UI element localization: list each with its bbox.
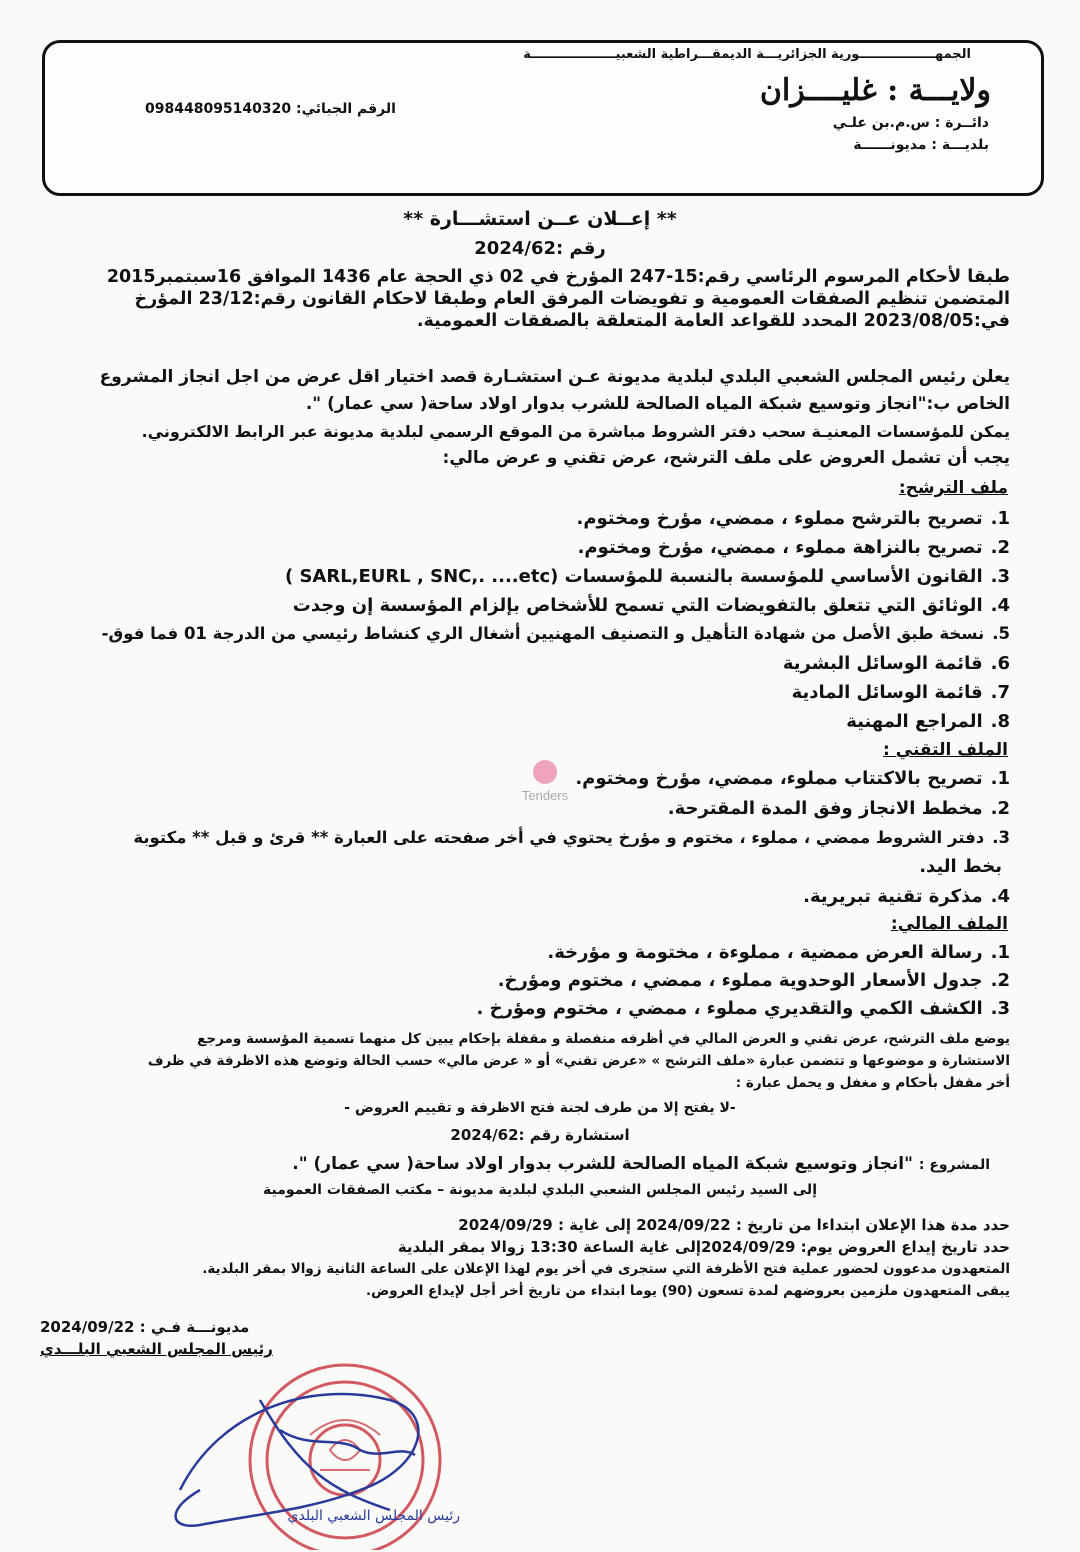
candidacy-item: [50, 595, 1010, 616]
republic-heading: الجمهـــــــــــــــــورية الجزائريـــة الديمقـــراطية الشعبيـــــــــــــــــــة: [523, 47, 971, 62]
item-number: 2.: [990, 970, 1010, 991]
wilaya-name: ولايـــة : غليــــزان: [759, 73, 991, 108]
item-number: 3.: [990, 998, 1010, 1019]
tenders-watermark-logo: [510, 750, 580, 820]
outer-envelope-project: [30, 1154, 990, 1174]
item-text: مذكرة تقنية تبريرية.: [803, 886, 983, 907]
notice-number: رقم :2024/62: [474, 238, 606, 259]
financial-item: [50, 998, 1010, 1019]
technical-item: [50, 886, 1010, 907]
candidacy-item: [50, 624, 1010, 643]
item-text: نسخة طبق الأصل من شهادة التأهيل و التصنيف المهنيين أشغال الري كنشاط رئيسي من الدرجة 01 فما فوق-: [101, 624, 985, 643]
commune-name: بلديـــة : مديونــــــة: [853, 137, 989, 153]
item-text: قائمة الوسائل البشرية: [782, 653, 983, 674]
date-line: يبقى المتعهدون ملزمين بعروضهم لمدة تسعون (90) يوما ابتداء من تاريخ أخر أجل لإيداع العروض.: [365, 1283, 1010, 1299]
candidacy-item: [50, 682, 1010, 703]
technical-item-continuation: [50, 856, 1010, 877]
offer-contents: يجب أن تشمل العروض على ملف الترشح، عرض تقني و عرض مالي:: [442, 448, 1010, 468]
intro-line: في:2023/08/05 المحدد للقواعد العامة المتعلقة بالصفقات العمومية.: [416, 311, 1010, 331]
intro-line: طبقا لأحكام المرسوم الرئاسي رقم:15-247 المؤرخ في 02 ذي الحجة عام 1436 الموافق 16سبتمبر2015: [106, 267, 1010, 287]
item-text: القانون الأساسي للمؤسسة بالنسبة للمؤسسات (SARL,EURL , SNC,. ....etc ): [284, 566, 983, 587]
candidacy-section-title: ملف الترشح:: [898, 478, 1008, 498]
item-number: 3.: [992, 828, 1010, 847]
envelope-line: أخر مقفل بأحكام و مغفل و يحمل عبارة :: [735, 1075, 1010, 1091]
item-text: قائمة الوسائل المادية: [791, 682, 983, 703]
item-text: تصريح بالنزاهة مملوء ، ممضي، مؤرخ ومختوم.: [577, 537, 983, 558]
tax-number-line: [145, 101, 396, 117]
letterhead-box: [42, 40, 1044, 196]
envelope-instructions: [50, 1028, 1010, 1094]
item-number: 4.: [990, 595, 1010, 616]
item-text: تصريح بالترشح مملوء ، ممضي، مؤرخ ومختوم.: [576, 508, 983, 529]
item-number: 1.: [990, 508, 1010, 529]
watermark-text: Tenders: [521, 788, 569, 803]
candidacy-item: [50, 566, 1010, 587]
intro-line: المتضمن تنظيم الصفقات العمومية و تفويضات المرفق العام وطبقا لاحكام القانون رقم:23/12 المؤرخ: [134, 289, 1010, 309]
daira-name: دائــرة : س.م.بن علـي: [832, 115, 989, 131]
item-text: بخط اليد.: [919, 856, 1002, 877]
outer-envelope-warning: -لا يفتح إلا من طرف لجنة فتح الاظرفة و تقييم العروض -: [344, 1100, 736, 1116]
item-number: 2.: [990, 798, 1010, 819]
tax-number-label: الرقم الجبائي:: [296, 101, 396, 117]
item-number: 1.: [990, 768, 1010, 789]
financial-item: [50, 970, 1010, 991]
item-number: 6.: [990, 653, 1010, 674]
envelope-line: الاستشارة و موضوعها و تتضمن عبارة «ملف الترشح » «عرض تقني» أو « عرض مالي» حسب الحالة وتوضع هذه الاظرفة في ظرف: [147, 1053, 1010, 1069]
project-label: المشروع :: [918, 1157, 990, 1173]
candidacy-item: [50, 508, 1010, 529]
technical-section-title: الملف التقني :: [883, 740, 1008, 760]
envelope-line: يوضع ملف الترشح، عرض تقني و العرض المالي في أظرفه منفصلة و مقفلة بإحكام يبين كل منهما تسمية المؤسسة ومرجع: [197, 1031, 1010, 1047]
date-line: حدد تاريخ إيداع العروض يوم: 2024/09/29إلى غاية الساعة 13:30 زوالا بمقر البلدية: [397, 1238, 1010, 1256]
item-number: 3.: [990, 566, 1010, 587]
item-number: 4.: [990, 886, 1010, 907]
item-number: 2.: [990, 537, 1010, 558]
official-stamp: [160, 1340, 470, 1550]
date-line: المتعهدون مدعوون لحضور عملية فتح الأظرفة التي ستجرى في أخر يوم لهذا الإعلان على الساعة الثانية زوالا بمقر البلدية.: [202, 1261, 1010, 1277]
handwritten-signature-title: رئيس المجلس الشعبي البلدي: [287, 1508, 460, 1524]
item-text: رسالة العرض ممضية ، مملوءة ، مختومة و مؤرخة.: [547, 942, 983, 963]
tax-number-value: 098448095140320: [145, 101, 292, 117]
download-instructions: يمكن للمؤسسات المعنيـة سحب دفتر الشروط مباشرة من الموقع الرسمي لبلدية مديونة عبر الرابط الالكتروني.: [141, 422, 1010, 441]
stamp-emblem: [310, 1420, 380, 1470]
technical-item: [50, 828, 1010, 847]
candidacy-item: [50, 711, 1010, 732]
announcement-paragraph: [50, 364, 1010, 418]
legal-reference-paragraph: [50, 266, 1010, 332]
financial-section-title: الملف المالي:: [890, 914, 1008, 934]
notice-title: ** إعــلان عــن استشـــارة **: [403, 208, 677, 230]
signature-title: رئيس المجلس الشعبي البلـــدي: [40, 1340, 273, 1358]
item-number: 7.: [990, 682, 1010, 703]
announce-line: الخاص ب:"انجاز وتوسيع شبكة المياه الصالحة للشرب بدوار اولاد ساحة( سي عمار) ".: [305, 394, 1010, 414]
item-number: 8.: [990, 711, 1010, 732]
announce-line: يعلن رئيس المجلس الشعبي البلدي لبلدية مديونة عـن استشـارة قصد اختيار اقل عرض من اجل انجاز المشروع: [99, 367, 1010, 387]
dates-block: [50, 1214, 1010, 1302]
watermark-circle: [533, 760, 557, 784]
outer-envelope-addressee: إلى السيد رئيس المجلس الشعبي البلدي لبلدية مديونة – مكتب الصفقات العمومية: [262, 1182, 817, 1198]
candidacy-item: [50, 653, 1010, 674]
financial-item: [50, 942, 1010, 963]
item-text: جدول الأسعار الوحدوية مملوء ، ممضي ، مختوم ومؤرخ.: [497, 970, 983, 991]
project-title: "انجاز وتوسيع شبكة المياه الصالحة للشرب بدوار اولاد ساحة( سي عمار) ".: [292, 1154, 913, 1174]
candidacy-item: [50, 537, 1010, 558]
item-text: الوثائق التي تتعلق بالتفويضات التي تسمح للأشخاص بإلزام المؤسسة إن وجدت: [292, 595, 983, 616]
signature-place-date: مديونـــة فـي : 2024/09/22: [40, 1318, 250, 1336]
item-text: دفتر الشروط ممضي ، مملوء ، مختوم و مؤرخ يحتوي في أخر صفحته على العبارة ** قرئ و قبل ** مكتوبة: [133, 828, 985, 847]
item-text: مخطط الانجاز وفق المدة المقترحة.: [667, 798, 983, 819]
item-text: المراجع المهنية: [846, 711, 983, 732]
signature-scribble: [176, 1394, 419, 1526]
date-line: حدد مدة هذا الإعلان ابتداءا من تاريخ : 2024/09/22 إلى غاية : 2024/09/29: [458, 1216, 1010, 1234]
outer-envelope-reference: استشارة رقم :2024/62: [450, 1126, 630, 1144]
item-text: الكشف الكمي والتقديري مملوء ، ممضي ، مختوم ومؤرخ .: [476, 998, 983, 1019]
item-text: تصريح بالاكتتاب مملوء، ممضي، مؤرخ ومختوم.: [575, 768, 983, 789]
item-number: 5.: [992, 624, 1010, 643]
item-number: 1.: [990, 942, 1010, 963]
